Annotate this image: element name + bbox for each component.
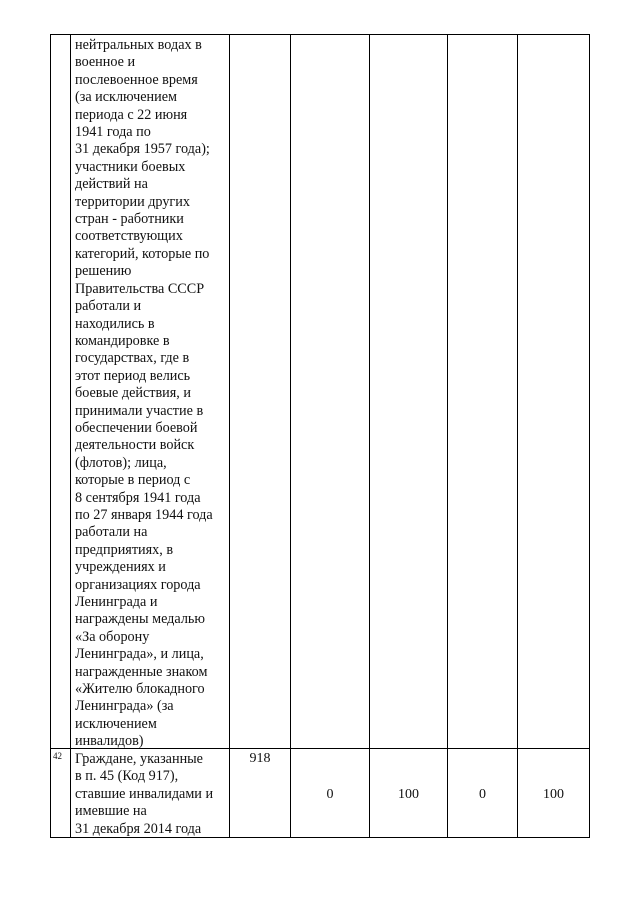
row-description: Граждане, указанные в п. 45 (Код 917), ставшие инвалидами и имевшие на 31 декабря 2014 года <box>75 751 214 837</box>
col-border-4 <box>369 34 370 838</box>
col-border-2 <box>229 34 230 838</box>
col-border-7 <box>589 34 590 838</box>
row-value-col7: 100 <box>543 787 564 802</box>
row-value-col4: 0 <box>326 787 334 802</box>
row-value-col5: 100 <box>398 787 419 802</box>
row-description: нейтральных водах в военное и послевоенное время (за исключением периода с 22 июня 1941 года по 31 декабря 1957 года); участники боевых действий на территории других стран - работники соответствующих категорий, которые по решению Правительства СССР работали и находились в командировке в государствах, где в этот период велись боевые действия, и принимали участие в обеспечении боевой деятельности войск (флотов); лица, которые в период с 8 сентября 1941 года по 27 января 1944 года работали на предприятиях, в учреждениях и организациях города Ленинграда и награждены медалью «За оборону Ленинграда», и лица, награжденные знаком «Жителю блокадного Ленинграда» (за исключением инвалидов) <box>75 37 213 750</box>
col-border-3 <box>290 34 291 838</box>
row-number: 42 <box>53 751 62 761</box>
col-border-1 <box>70 34 71 838</box>
row-value-col6: 0 <box>479 787 486 802</box>
col-border-5 <box>447 34 448 838</box>
table-top-border <box>50 34 589 35</box>
col-border-6 <box>517 34 518 838</box>
col-border-0 <box>50 34 51 838</box>
row-code: 918 <box>249 751 271 766</box>
